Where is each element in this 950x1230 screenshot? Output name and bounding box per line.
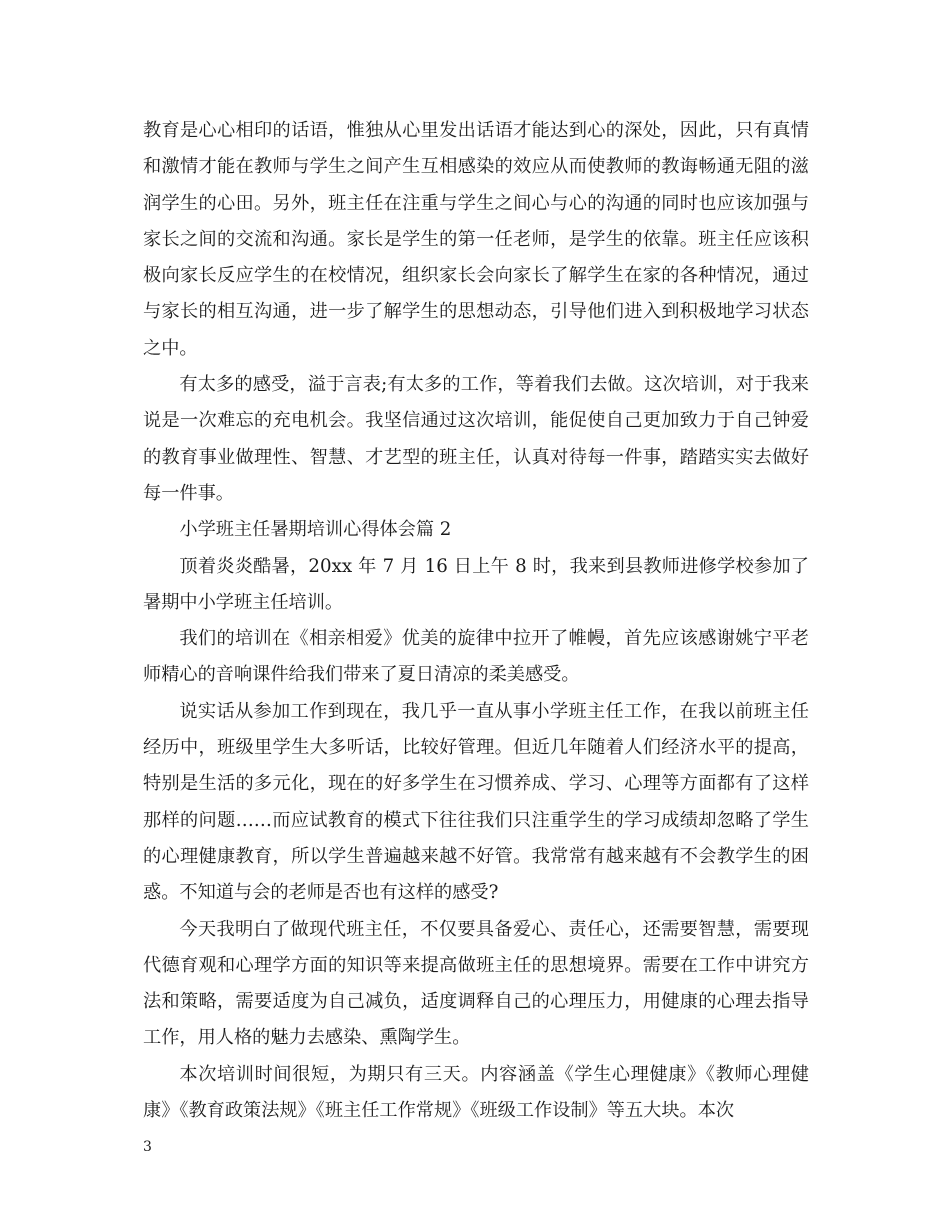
paragraph: 今天我明白了做现代班主任，不仅要具备爱心、责任心，还需要智慧，需要现代德育观和心理学方面的知识等来提高做班主任的思想境界。需要在工作中讲究方法和策略，需要适度为自己减负，适度调释自己的心理压力，用健康的心理去指导工作，用人格的魅力去感染、熏陶学生。: [143, 918, 809, 1049]
paragraph: 教育是心心相印的话语，惟独从心里发出话语才能达到心的深处，因此，只有真情和激情才能在教师与学生之间产生互相感染的效应从而使教师的教诲畅通无阻的滋润学生的心田。另外，班主任在注重与学生之间心与心的沟通的同时也应该加强与家长之间的交流和沟通。家长是学生的第一任老师，是学生的依靠。班主任应该积极向家长反应学生的在校情况，组织家长会向家长了解学生在家的各种情况，通过与家长的相互沟通，进一步了解学生的思想动态，引导他们进入到积极地学习状态之中。: [143, 120, 809, 359]
paragraph: 我们的培训在《相亲相爱》优美的旋律中拉开了帷幔，首先应该感谢姚宁平老师精心的音响课件给我们带来了夏日清凉的柔美感受。: [143, 628, 809, 686]
document-body: [143, 113, 809, 1129]
section-heading: 小学班主任暑期培训心得体会篇 2: [179, 519, 452, 541]
paragraph: 本次培训时间很短，为期只有三天。内容涵盖《学生心理健康》《教师心理健康》《教育政策法规》《班主任工作常规》《班级工作设制》等五大块。本次: [143, 1063, 809, 1122]
paragraph: 有太多的感受，溢于言表;有太多的工作，等着我们去做。这次培训，对于我来说是一次难忘的充电机会。我坚信通过这次培训，能促使自己更加致力于自己钟爱的教育事业做理性、智慧、才艺型的班主任，认真对待每一件事，踏踏实实去做好每一件事。: [143, 374, 809, 504]
paragraph: 说实话从参加工作到现在，我几乎一直从事小学班主任工作，在我以前班主任经历中，班级里学生大多听话，比较好管理。但近几年随着人们经济水平的提高，特别是生活的多元化，现在的好多学生在习惯养成、学习、心理等方面都有了这样那样的问题……而应试教育的模式下往往我们只注重学生的学习成绩却忽略了学生的心理健康教育，所以学生普遍越来越不好管。我常常有越来越有不会教学生的困惑。不知道与会的老师是否也有这样的感受?: [143, 700, 809, 904]
paragraph: 顶着炎炎酷暑，20xx 年 7 月 16 日上午 8 时，我来到县教师进修学校参加了暑期中小学班主任培训。: [143, 555, 809, 613]
page-number: 3: [143, 1139, 152, 1155]
